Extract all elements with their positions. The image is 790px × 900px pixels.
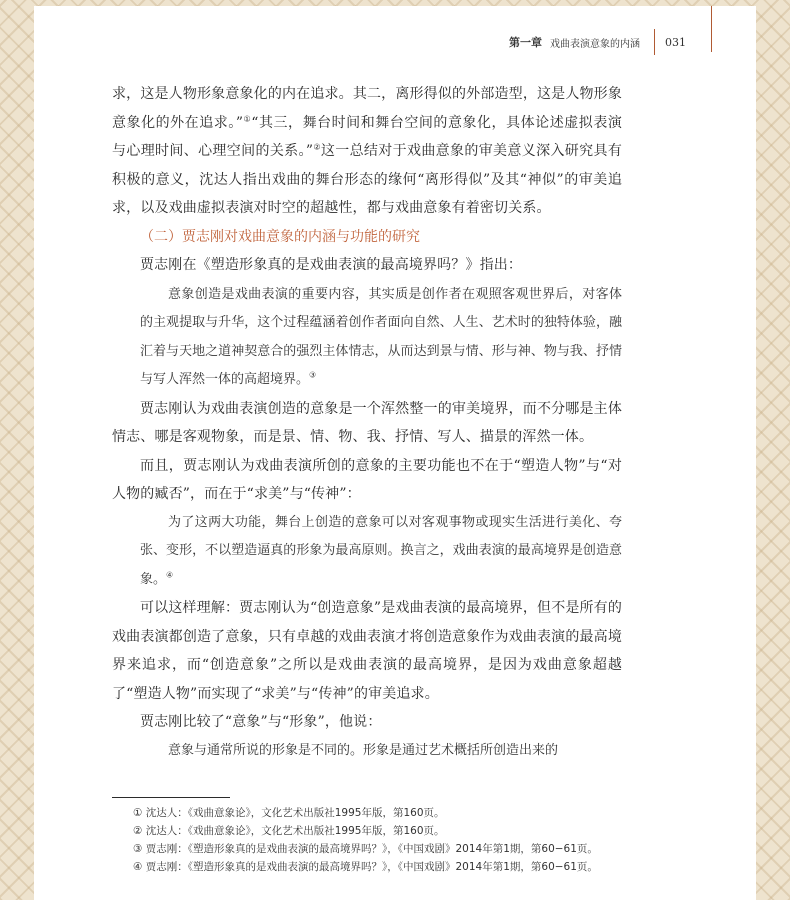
paragraph-1-part-b: “其三，舞台时间和舞台空间的意象化，具体论述虚拟表演与心理时间、心理空间的关系。”: [112, 114, 623, 159]
footnote-ref-3[interactable]: ③: [309, 370, 317, 380]
paragraph-4: 而且，贾志刚认为戏曲表演所创的意象的主要功能也不在于“塑造人物”与“对人物的臧否”，而在于“求美”与“传神”：: [112, 457, 622, 502]
block-quote-2: [112, 509, 622, 595]
chapter-label: 第一章: [509, 36, 542, 49]
footnote-2: ② 沈达人：《戏曲意象论》，文化艺术出版社1995年版，第160页。: [133, 825, 445, 837]
footnote-ref-1[interactable]: ①: [243, 113, 252, 123]
main-text: [112, 80, 622, 765]
header-divider: [654, 29, 655, 55]
paragraph-1-part-c: 这一总结对于戏曲意象的审美意义深入研究具有积极的意义，沈达人指出戏曲的舞台形态的缘何“离形得似”及其“神似”的审美追求，以及戏曲虚拟表演对时空的超越性，都与戏曲意象有着密切关系。: [112, 143, 622, 216]
block-quote-1-text: 意象创造是戏曲表演的重要内容，其实质是创作者在观照客观世界后，对客体的主观提取与升华，这个过程蕴涵着创作者面向自然、人生、艺术时的独特体验，融汇着与天地之道神契意合的强烈主体情志，从而达到景与情、形与神、物与我、抒情与写人浑然一体的高超境界。: [140, 286, 622, 387]
footnote-ref-4[interactable]: ④: [166, 570, 174, 580]
footnote-separator: [112, 797, 230, 798]
paragraph-6: 贾志刚比较了“意象”与“形象”，他说：: [140, 714, 382, 730]
footnotes: [133, 804, 693, 876]
footnote-3: ③ 贾志刚：《塑造形象真的是戏曲表演的最高境界吗？》，《中国戏剧》2014年第1期，第60−61页。: [133, 843, 598, 855]
paragraph-1: [112, 80, 622, 223]
footnote-4: ④ 贾志刚：《塑造形象真的是戏曲表演的最高境界吗？》，《中国戏剧》2014年第1期，第60−61页。: [133, 861, 598, 873]
page-number: 031: [665, 35, 686, 49]
footnote-ref-2[interactable]: ②: [313, 142, 321, 152]
running-header: [509, 30, 686, 54]
header-corner-frame: [711, 6, 756, 52]
footnote-1: ① 沈达人：《戏曲意象论》，文化艺术出版社1995年版，第160页。: [133, 807, 445, 819]
paragraph-1-part-a: 求，这是人物形象意象化的内在追求。其二，离形得似的外部造型，这是人物形象意象化的外在追求。”: [112, 86, 622, 131]
section-heading: （二）贾志刚对戏曲意象的内涵与功能的研究: [140, 228, 420, 245]
block-quote-2-text: 为了这两大功能，舞台上创造的意象可以对客观事物或现实生活进行美化、夸张、变形，不以塑造逼真的形象为最高原则。换言之，戏曲表演的最高境界是创造意象。: [140, 514, 622, 587]
paragraph-3: 贾志刚认为戏曲表演创造的意象是一个浑然整一的审美境界，而不分哪是主体情志、哪是客观物象，而是景、情、物、我、抒情、写人、描景的浑然一体。: [112, 400, 622, 445]
paragraph-2: 贾志刚在《塑造形象真的是戏曲表演的最高境界吗？》指出：: [140, 257, 523, 273]
block-quote-3: 意象与通常所说的形象是不同的。形象是通过艺术概括所创造出来的: [168, 742, 559, 758]
paragraph-5: 可以这样理解：贾志刚认为“创造意象”是戏曲表演的最高境界，但不是所有的戏曲表演都创造了意象，只有卓越的戏曲表演才将创造意象作为戏曲表演的最高境界来追求，而“创造意象”之所以是戏曲表演的最高境界，是因为戏曲意象超越了“塑造人物”而实现了“求美”与“传神”的审美追求。: [112, 600, 622, 702]
chapter-title: 戏曲表演意象的内涵: [550, 38, 640, 50]
block-quote-1: [112, 281, 622, 395]
